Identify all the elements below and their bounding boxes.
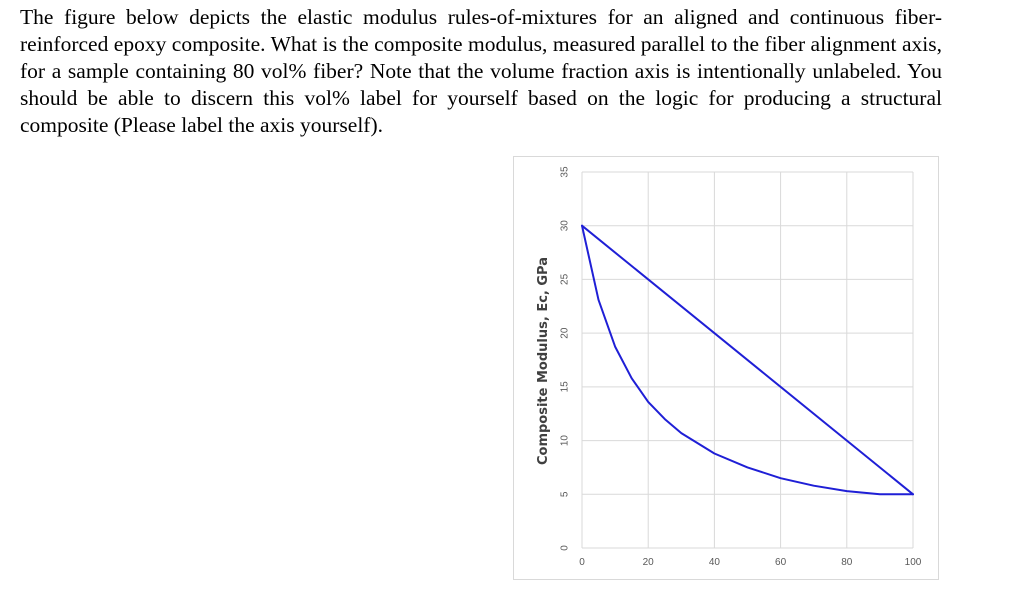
x-tick-labels [579, 557, 922, 568]
y-tick-label: 30 [559, 220, 571, 232]
y-tick-label: 20 [559, 327, 571, 339]
y-tick-label: 5 [559, 491, 571, 498]
y-tick-label: 15 [559, 381, 571, 393]
question-text: The figure below depicts the elastic modulus rules-of-mixtures for an aligned and continuous fiber-reinforced epoxy composite. What is the composite modulus, measured parallel to the fiber alignment axis, for a sample containing 80 vol% fiber? Note that the volume fraction axis is intentionally unlabeled. You should be able to discern this vol% label for yourself based on the logic for producing a structural composite (Please label the axis yourself). [20, 5, 942, 137]
y-tick-label: 25 [559, 273, 571, 285]
series-lines [582, 226, 913, 495]
y-tick-labels [560, 166, 571, 551]
y-axis-label: Composite Modulus, Ec, GPa [536, 256, 551, 466]
x-tick-label: 60 [775, 557, 787, 568]
x-tick-label: 20 [642, 557, 654, 568]
upper-bound-line [582, 226, 913, 495]
x-tick-label: 0 [579, 557, 585, 568]
x-tick-label: 40 [708, 557, 720, 568]
chart-svg [514, 157, 940, 581]
x-tick-label: 100 [904, 557, 922, 568]
x-tick-label: 80 [841, 557, 853, 568]
y-tick-label: 10 [559, 435, 571, 447]
y-tick-label: 35 [559, 166, 571, 178]
y-tick-label: 0 [559, 545, 571, 551]
modulus-chart [513, 156, 939, 580]
